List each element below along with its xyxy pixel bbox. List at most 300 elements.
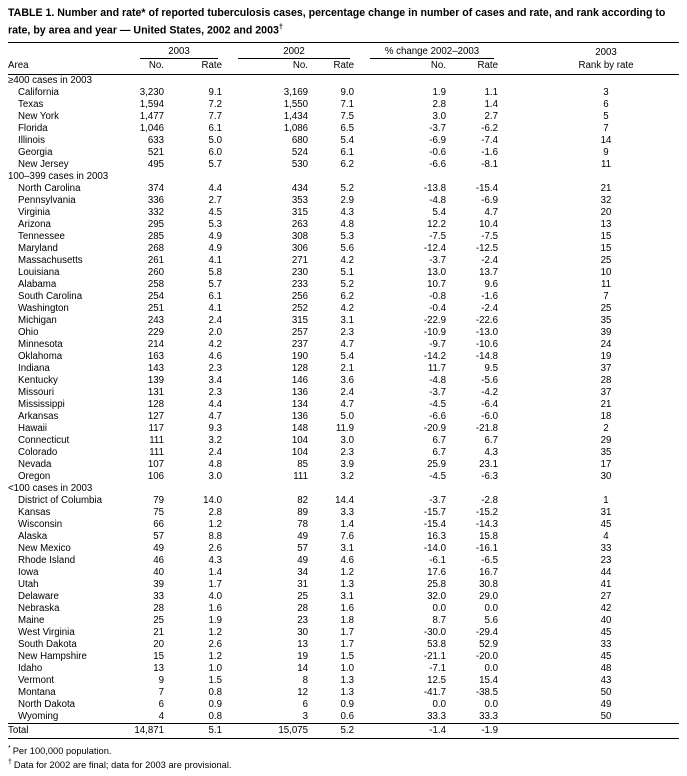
rate-2002-cell: 5.2 [340, 182, 354, 194]
rank-cell: 30 [600, 470, 612, 482]
change-no-cell: 5.4 [432, 206, 446, 218]
table-row [8, 315, 679, 327]
rank-cell: 44 [600, 566, 612, 578]
change-rate-cell: -14.3 [475, 518, 498, 530]
rate-2002-cell: 6.2 [340, 158, 354, 170]
rate-2002-cell: 3.1 [340, 590, 354, 602]
change-rate-cell: -21.8 [475, 422, 498, 434]
area-cell: Alabama [18, 278, 57, 290]
no-2002-cell: 263 [291, 218, 308, 230]
rate-2003-cell: 5.7 [208, 278, 222, 290]
change-rate-cell: -15.2 [475, 506, 498, 518]
table-row [8, 231, 679, 243]
tb-cases-table [8, 42, 679, 739]
change-no-cell: -15.4 [423, 518, 446, 530]
table-row [8, 339, 679, 351]
change-no-cell: 12.2 [427, 218, 446, 230]
area-cell: Colorado [18, 446, 58, 458]
change-no-cell: -14.0 [423, 542, 446, 554]
section-label: ≥400 cases in 2003 [8, 74, 92, 86]
change-no-cell: 3.0 [432, 110, 446, 122]
rate-2002-cell: 4.3 [340, 206, 354, 218]
table-title-dagger: † [278, 22, 284, 31]
change-no-cell: -22.9 [423, 314, 446, 326]
no-2003-cell: 106 [147, 470, 164, 482]
table-row [8, 507, 679, 519]
no-2003-cell: 243 [147, 314, 164, 326]
change-no-cell: -13.8 [423, 182, 446, 194]
rate-2002-cell: 5.0 [340, 410, 354, 422]
group-header-2003 [130, 42, 228, 59]
no-2002-cell: 57 [297, 542, 308, 554]
table-row [8, 207, 679, 219]
footnote-marker-asterisk: * [8, 744, 11, 752]
area-cell: New York [18, 110, 59, 122]
area-cell: South Dakota [18, 638, 77, 650]
table-row [8, 147, 679, 159]
table-row [8, 279, 679, 291]
change-rate-cell: -1.6 [481, 290, 498, 302]
area-cell: New Jersey [18, 158, 69, 170]
area-cell: Wisconsin [18, 518, 63, 530]
rate-2002-cell: 7.1 [340, 98, 354, 110]
group-underline-2003 [140, 46, 218, 59]
no-2002-cell: 12 [297, 686, 308, 698]
no-2002-cell: 308 [291, 230, 308, 242]
no-2002-cell: 8 [302, 674, 308, 686]
area-cell: South Carolina [18, 290, 83, 302]
table-row [8, 267, 679, 279]
area-cell: Michigan [18, 314, 57, 326]
rate-2002-cell: 1.7 [340, 626, 354, 638]
area-cell: Georgia [18, 146, 53, 158]
no-2002-cell: 25 [297, 590, 308, 602]
no-2002-cell: 252 [291, 302, 308, 314]
no-2002-cell: 680 [291, 134, 308, 146]
rate-2002-cell: 3.0 [340, 434, 354, 446]
rank-cell: 37 [600, 362, 612, 374]
no-2003-cell: 40 [153, 566, 164, 578]
no-2003-cell: 128 [147, 398, 164, 410]
rank-cell: 40 [600, 614, 612, 626]
change-no-cell: 0.0 [432, 602, 446, 614]
change-rate-cell: -7.4 [481, 134, 498, 146]
no-2003-cell: 1,046 [139, 122, 164, 134]
rate-2003-cell: 1.9 [208, 614, 222, 626]
rank-cell: 23 [600, 554, 612, 566]
rate-2003-cell: 4.7 [208, 410, 222, 422]
change-no-cell: 25.8 [427, 578, 446, 590]
rate-2003-cell: 1.2 [208, 650, 222, 662]
no-2003-cell: 163 [147, 350, 164, 362]
change-no-cell: -21.1 [423, 650, 446, 662]
table-row [8, 675, 679, 687]
no-2003-cell: 46 [153, 554, 164, 566]
table-row [8, 183, 679, 195]
column-header-no-2003: No. [130, 59, 170, 75]
change-no-cell: -3.7 [429, 494, 446, 506]
no-2003-cell: 260 [147, 266, 164, 278]
rate-2003-cell: 2.3 [208, 362, 222, 374]
change-no-cell: 10.7 [427, 278, 446, 290]
table-row [8, 135, 679, 147]
no-2002-cell: 148 [291, 422, 308, 434]
rate-2003-cell: 0.9 [208, 698, 222, 710]
rate-2002-cell: 5.4 [340, 134, 354, 146]
no-2002-cell: 111 [293, 470, 308, 482]
no-2002-cell: 14 [297, 662, 308, 674]
rate-2003-cell: 4.9 [208, 242, 222, 254]
rate-2003-cell: 4.5 [208, 206, 222, 218]
change-rate-cell: -1.6 [481, 146, 498, 158]
rank-cell: 25 [600, 254, 612, 266]
rate-2003-cell: 4.2 [208, 338, 222, 350]
rank-cell: 45 [600, 518, 612, 530]
rate-2003-cell: 2.6 [208, 542, 222, 554]
column-header-no-2002: No. [228, 59, 314, 75]
rank-cell: 6 [603, 98, 609, 110]
change-rate-cell: -1.9 [452, 723, 504, 738]
no-2003-cell: 332 [147, 206, 164, 218]
change-rate-cell: -6.4 [481, 398, 498, 410]
change-rate-cell: 16.7 [479, 566, 498, 578]
change-no-cell: -0.6 [429, 146, 446, 158]
rate-2003-cell: 6.1 [208, 290, 222, 302]
area-cell: Virginia [18, 206, 51, 218]
section-header-row [8, 171, 679, 183]
change-no-cell: 6.7 [432, 446, 446, 458]
change-no-cell: -9.7 [429, 338, 446, 350]
no-2002-cell: 237 [291, 338, 308, 350]
no-2003-cell: 4 [158, 710, 164, 722]
no-2002-cell: 128 [291, 362, 308, 374]
table-row [8, 555, 679, 567]
area-cell: Washington [18, 302, 69, 314]
change-no-cell: -20.9 [423, 422, 446, 434]
change-no-cell: 32.0 [427, 590, 446, 602]
rate-2002-cell: 3.1 [340, 314, 354, 326]
change-no-cell: 12.5 [427, 674, 446, 686]
rank-cell: 49 [600, 698, 612, 710]
change-rate-cell: -5.6 [481, 374, 498, 386]
rank-cell: 4 [603, 530, 609, 542]
change-rate-cell: 15.4 [479, 674, 498, 686]
change-rate-cell: 23.1 [479, 458, 498, 470]
change-rate-cell: 5.6 [484, 614, 498, 626]
no-2003-cell: 107 [147, 458, 164, 470]
rate-2003-cell: 5.3 [208, 218, 222, 230]
no-2002-cell: 104 [291, 434, 308, 446]
no-2002-cell: 30 [297, 626, 308, 638]
rate-2003-cell: 6.1 [208, 122, 222, 134]
change-rate-cell: -16.1 [475, 542, 498, 554]
area-cell: North Carolina [18, 182, 81, 194]
table-row [8, 663, 679, 675]
change-no-cell: 16.3 [427, 530, 446, 542]
rate-2002-cell: 2.4 [340, 386, 354, 398]
change-rate-cell: -8.1 [481, 158, 498, 170]
column-header-rate-2003: Rate [170, 59, 228, 75]
group-header-2002 [228, 42, 360, 59]
rate-2002-cell: 1.4 [340, 518, 354, 530]
area-cell: Minnesota [18, 338, 63, 350]
change-rate-cell: 52.9 [479, 638, 498, 650]
rate-2003-cell: 0.8 [208, 710, 222, 722]
rank-cell: 2 [603, 422, 609, 434]
no-2003-cell: 75 [153, 506, 164, 518]
change-rate-cell: 33.3 [479, 710, 498, 722]
rate-2002-cell: 5.4 [340, 350, 354, 362]
rate-2002-cell: 3.1 [340, 542, 354, 554]
rate-2002-cell: 3.9 [340, 458, 354, 470]
change-rate-cell: 4.7 [484, 206, 498, 218]
no-2002-cell: 31 [297, 578, 308, 590]
rate-2002-cell: 0.9 [340, 698, 354, 710]
table-row [8, 291, 679, 303]
section-header-row [8, 74, 679, 87]
change-rate-cell: -6.5 [481, 554, 498, 566]
rank-cell: 15 [600, 230, 612, 242]
no-2003-cell: 495 [147, 158, 164, 170]
no-2002-cell: 230 [291, 266, 308, 278]
change-rate-cell: -2.4 [481, 254, 498, 266]
rate-2003-cell: 4.3 [208, 554, 222, 566]
area-cell: Oregon [18, 470, 51, 482]
change-no-cell: -0.4 [429, 302, 446, 314]
column-header-change-no: No. [360, 59, 452, 75]
rate-2002-cell: 1.3 [340, 686, 354, 698]
area-cell: Connecticut [18, 434, 70, 446]
rate-2003-cell: 9.1 [208, 86, 222, 98]
no-2002-cell: 19 [297, 650, 308, 662]
change-no-cell: -0.8 [429, 290, 446, 302]
column-header-area: Area [8, 42, 130, 74]
group-label-percent-change: % change 2002–2003 [384, 45, 480, 57]
change-rate-cell: -14.8 [475, 350, 498, 362]
change-no-cell: 17.6 [427, 566, 446, 578]
change-rate-cell: 13.7 [479, 266, 498, 278]
no-2002-cell: 34 [297, 566, 308, 578]
area-cell: Idaho [18, 662, 43, 674]
table-row [8, 591, 679, 603]
change-no-cell: -7.5 [429, 230, 446, 242]
change-no-cell: -12.4 [423, 242, 446, 254]
rank-cell: 7 [603, 122, 609, 134]
section-label: 100–399 cases in 2003 [8, 170, 109, 182]
change-rate-cell: -2.8 [481, 494, 498, 506]
rank-cell: 7 [603, 290, 609, 302]
rate-2003-cell: 14.0 [203, 494, 222, 506]
change-no-cell: -6.1 [429, 554, 446, 566]
rate-2003-cell: 2.3 [208, 386, 222, 398]
area-cell: Nevada [18, 458, 52, 470]
rate-2003-cell: 2.6 [208, 638, 222, 650]
rate-2002-cell: 1.0 [340, 662, 354, 674]
rate-2002-cell: 5.3 [340, 230, 354, 242]
table-row [8, 99, 679, 111]
area-cell: New Mexico [18, 542, 71, 554]
rate-2002-cell: 1.3 [340, 674, 354, 686]
table-title-text: TABLE 1. Number and rate* of reported tuberculosis cases, percentage change in number of cases and rate, and rank according to rate, by area and year — United States, 2002 and 2003 [8, 7, 666, 37]
no-2002-cell: 3,169 [283, 86, 308, 98]
area-cell: Florida [18, 122, 48, 134]
rank-cell: 48 [600, 662, 612, 674]
area-cell: Illinois [18, 134, 45, 146]
change-rate-cell: -4.2 [481, 386, 498, 398]
no-2003-cell: 127 [147, 410, 164, 422]
rate-2003-cell: 3.2 [208, 434, 222, 446]
rank-cell: 37 [600, 386, 612, 398]
rate-2003-cell: 3.0 [208, 470, 222, 482]
rate-2003-cell: 9.3 [208, 422, 222, 434]
change-rate-cell: -15.4 [475, 182, 498, 194]
section-label: <100 cases in 2003 [8, 482, 93, 494]
rate-2002-cell: 2.3 [340, 326, 354, 338]
no-2002-cell: 23 [297, 614, 308, 626]
change-no-cell: 33.3 [427, 710, 446, 722]
no-2003-cell: 268 [147, 242, 164, 254]
change-no-cell: -7.1 [429, 662, 446, 674]
table-row [8, 423, 679, 435]
change-rate-cell: 10.4 [479, 218, 498, 230]
rank-cell: 14 [600, 134, 612, 146]
area-cell: Maine [18, 614, 45, 626]
rate-2002-cell: 1.6 [340, 602, 354, 614]
change-no-cell: -14.2 [423, 350, 446, 362]
rank-cell: 28 [600, 374, 612, 386]
rate-2003-cell: 2.0 [208, 326, 222, 338]
rank-cell: 18 [600, 410, 612, 422]
rate-2003-cell: 4.8 [208, 458, 222, 470]
rate-2002-cell: 7.5 [340, 110, 354, 122]
change-rate-cell: -6.9 [481, 194, 498, 206]
change-no-cell: 0.0 [432, 698, 446, 710]
section-header-row [8, 483, 679, 495]
rank-cell: 39 [600, 326, 612, 338]
area-cell: Kansas [18, 506, 51, 518]
rate-2003-cell: 7.7 [208, 110, 222, 122]
table-row [8, 435, 679, 447]
no-2002-cell: 530 [291, 158, 308, 170]
change-rate-cell: -12.5 [475, 242, 498, 254]
table-row [8, 243, 679, 255]
rank-cell: 45 [600, 650, 612, 662]
area-cell: Total [8, 723, 130, 738]
footnote-text-provisional: Data for 2002 are final; data for 2003 are provisional. [13, 760, 232, 771]
rate-2003-cell: 1.4 [208, 566, 222, 578]
rank-cell: 20 [600, 206, 612, 218]
rank-cell: 27 [600, 590, 612, 602]
rank-cell: 11 [600, 158, 612, 170]
no-2002-cell: 49 [297, 554, 308, 566]
rate-2002-cell: 0.6 [340, 710, 354, 722]
no-2002-cell: 104 [291, 446, 308, 458]
change-no-cell: 6.7 [432, 434, 446, 446]
no-2003-cell: 39 [153, 578, 164, 590]
no-2003-cell: 79 [153, 494, 164, 506]
change-rate-cell: 30.8 [479, 578, 498, 590]
table-row [8, 255, 679, 267]
change-rate-cell: 2.7 [484, 110, 498, 122]
group-header-row [8, 42, 679, 59]
rate-2003-cell: 1.2 [208, 626, 222, 638]
rank-cell [504, 723, 679, 738]
rank-cell: 3 [603, 86, 609, 98]
total-row [8, 723, 679, 738]
no-2003-cell: 214 [147, 338, 164, 350]
area-cell: Wyoming [18, 710, 59, 722]
area-cell: California [18, 86, 59, 98]
no-2003-cell: 295 [147, 218, 164, 230]
rank-cell: 33 [600, 542, 612, 554]
change-rate-cell: 0.0 [484, 662, 498, 674]
table-row [8, 543, 679, 555]
no-2003-cell: 20 [153, 638, 164, 650]
change-no-cell: -4.5 [429, 398, 446, 410]
no-2003-cell: 374 [147, 182, 164, 194]
rate-2002-cell: 3.3 [340, 506, 354, 518]
no-2003-cell: 139 [147, 374, 164, 386]
no-2002-cell: 315 [291, 206, 308, 218]
rate-2003-cell: 5.8 [208, 266, 222, 278]
rate-2002-cell: 5.2 [340, 278, 354, 290]
table-head [8, 42, 679, 74]
no-2003-cell: 6 [158, 698, 164, 710]
rate-2002-cell: 1.8 [340, 614, 354, 626]
rank-cell: 15 [600, 242, 612, 254]
rate-2003-cell: 1.6 [208, 602, 222, 614]
table-row [8, 351, 679, 363]
change-rate-cell: -2.4 [481, 302, 498, 314]
rate-2003-cell: 2.7 [208, 194, 222, 206]
table-body [8, 74, 679, 738]
area-cell: Arizona [18, 218, 51, 230]
table-row [8, 411, 679, 423]
no-2003-cell: 131 [147, 386, 164, 398]
change-rate-cell: -20.0 [475, 650, 498, 662]
table-row [8, 447, 679, 459]
area-cell: Pennsylvania [18, 194, 76, 206]
rate-2003-cell: 8.8 [208, 530, 222, 542]
rate-2003-cell: 0.8 [208, 686, 222, 698]
group-label-2003: 2003 [168, 45, 190, 57]
rate-2002-cell: 5.6 [340, 242, 354, 254]
no-2003-cell: 49 [153, 542, 164, 554]
change-no-cell: -3.7 [429, 122, 446, 134]
no-2003-cell: 285 [147, 230, 164, 242]
table-row [8, 327, 679, 339]
no-2002-cell: 136 [291, 386, 308, 398]
no-2002-cell: 271 [291, 254, 308, 266]
rank-cell: 21 [600, 182, 612, 194]
rate-2002-cell: 6.1 [340, 146, 354, 158]
table-row [8, 687, 679, 699]
no-2002-cell: 146 [291, 374, 308, 386]
rate-2002-cell: 3.2 [340, 470, 354, 482]
change-rate-cell: -7.5 [481, 230, 498, 242]
area-cell: Nebraska [18, 602, 60, 614]
rate-2003-cell: 4.1 [208, 254, 222, 266]
rate-2002-cell: 4.2 [340, 302, 354, 314]
area-cell: Oklahoma [18, 350, 63, 362]
change-no-cell: 1.9 [432, 86, 446, 98]
rank-cell: 25 [600, 302, 612, 314]
table-row [8, 387, 679, 399]
change-no-cell: 8.7 [432, 614, 446, 626]
rank-cell: 11 [600, 278, 612, 290]
area-cell: Tennessee [18, 230, 65, 242]
rate-2003-cell: 4.4 [208, 182, 222, 194]
